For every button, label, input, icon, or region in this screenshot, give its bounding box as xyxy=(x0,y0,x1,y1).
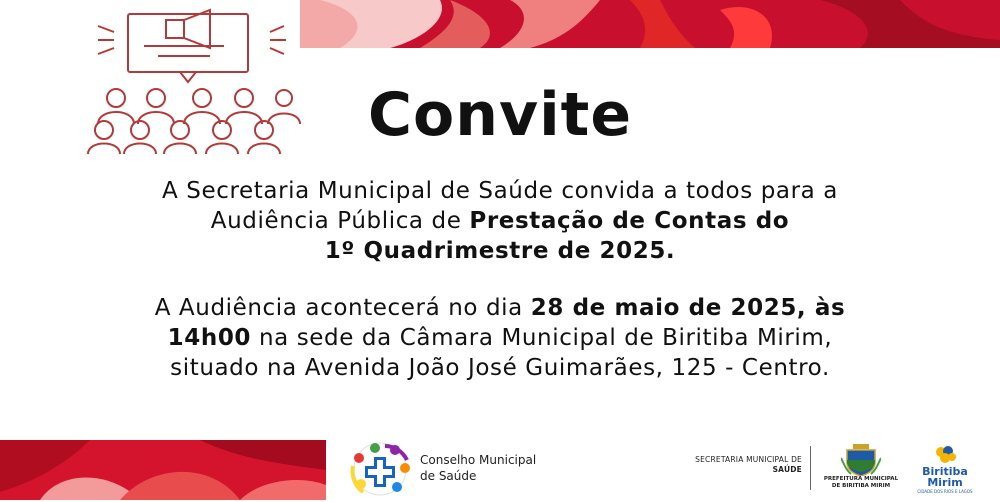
secretaria-line-2: SAÚDE xyxy=(772,465,802,474)
conselho-name xyxy=(420,452,570,484)
biritiba-line-2: Mirim xyxy=(927,476,963,489)
details-time: 14h00 xyxy=(167,325,252,351)
details-line-1 xyxy=(30,293,970,323)
biritiba-brand xyxy=(912,466,978,488)
conselho-line-1: Conselho Municipal xyxy=(420,453,537,467)
conselho-logo-icon xyxy=(345,440,415,498)
details-line-3: situado na Avenida João José Guimarães, 125 - Centro. xyxy=(170,355,830,381)
biritiba-tagline: CIDADE DOS RIOS E LAGOS xyxy=(917,489,973,494)
conselho-line-2: de Saúde xyxy=(420,469,477,483)
page-title xyxy=(0,80,1000,150)
secretaria-name xyxy=(676,455,802,475)
details-line-1-plain: A Audiência acontecerá no dia xyxy=(154,295,531,321)
invitation-line-2-plain: Audiência Pública de xyxy=(210,208,470,234)
invitation-line-3 xyxy=(30,236,970,266)
invitation-line-1: A Secretaria Municipal de Saúde convida a todos para a xyxy=(162,178,838,204)
invitation-line-2 xyxy=(30,206,970,236)
details-venue: na sede da Câmara Municipal de Biritiba Mirim, xyxy=(251,325,833,351)
title-text: Convite xyxy=(367,80,633,150)
details-date: 28 de maio de 2025, às xyxy=(530,295,846,321)
top-decoration xyxy=(300,0,1000,48)
event-details-paragraph xyxy=(30,293,970,383)
secretaria-line-1: SECRETARIA MUNICIPAL DE xyxy=(695,455,802,464)
footer-divider xyxy=(810,446,811,490)
brasao-icon xyxy=(826,444,896,500)
prefeitura-name xyxy=(818,476,904,490)
prefeitura-line-1: PREFEITURA MUNICIPAL xyxy=(823,476,899,482)
bottom-decoration xyxy=(0,440,326,500)
biritiba-line-1: Biritiba xyxy=(922,465,968,478)
megaphone-icon xyxy=(98,10,286,82)
invitation-line-2-bold: Prestação de Contas do xyxy=(469,208,790,234)
details-line-2 xyxy=(30,323,970,353)
prefeitura-line-2: DE BIRITIBA MIRIM xyxy=(831,483,891,489)
invitation-paragraph xyxy=(30,176,970,266)
invitation-line-3-bold: 1º Quadrimestre de 2025. xyxy=(324,238,676,264)
